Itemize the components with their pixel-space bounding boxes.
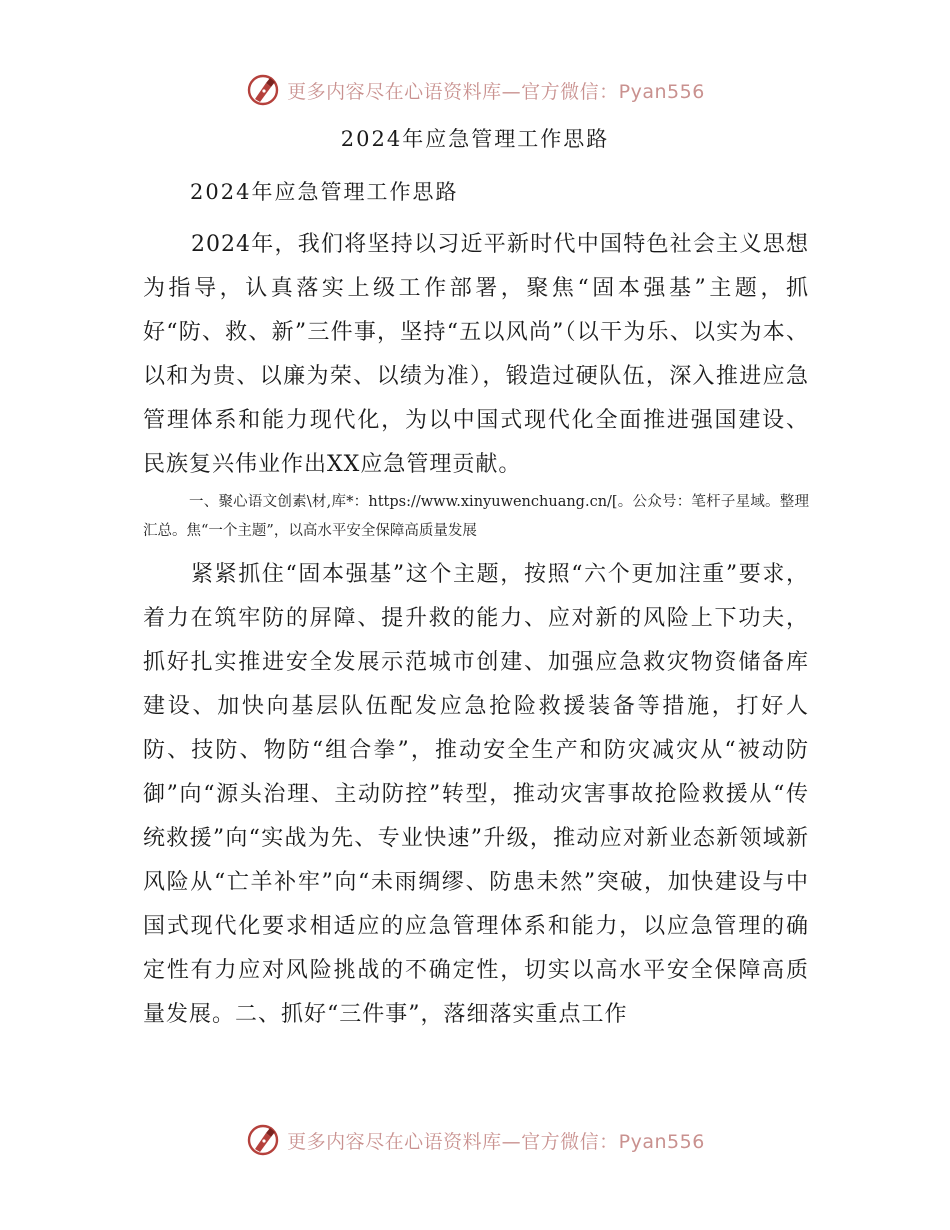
section-heading-note: 一、聚心语文创素\材,库*：https://www.xinyuwenchuang.cn/[。公众号：笔杆子星域。整理汇总。焦“一个主题”，以高水平安全保障高质量发展: [143, 494, 809, 539]
header-watermark-banner: [0, 68, 950, 112]
document-subtitle: 2024年应急管理工作思路: [190, 180, 459, 204]
pen-nib-logo-icon: [245, 72, 281, 108]
banner-text: 更多内容尽在心语资料库—官方微信：Pyan556: [287, 1130, 705, 1153]
document-title: 2024年应急管理工作思路: [340, 127, 610, 151]
paragraph-main: 紧紧抓住“固本强基”这个主题，按照“六个更加注重”要求，着力在筑牢防的屏障、提升救的能力、应对新的风险上下功夫，抓好扎实推进安全发展示范城市创建、加强应急救灾物资储备库建设、加快向基层队伍配发应急抢险救援装备等措施，打好人防、技防、物防“组合拳”，推动安全生产和防灾减灾从“被动防御”向“源头治理、主动防控”转型，推动灾害事故抢险救援从“传统救援”向“实战为先、专业快速”升级，推动应对新业态新领域新风险从“亡羊补牢”向“未雨绸缪、防患未然”突破，加快建设与中国式现代化要求相适应的应急管理体系和能力，以应急管理的确定性有力应对风险挑战的不确定性，切实以高水平安全保障高质量发展。二、抓好“三件事”，落细落实重点工作: [143, 562, 809, 1027]
banner-text: 更多内容尽在心语资料库—官方微信：Pyan556: [287, 80, 705, 103]
pen-nib-logo-icon: [245, 1122, 281, 1158]
footer-watermark-banner: [0, 1118, 950, 1162]
paragraph-intro: 2024年，我们将坚持以习近平新时代中国特色社会主义思想为指导，认真落实上级工作部署，聚焦“固本强基”主题，抓好“防、救、新”三件事，坚持“五以风尚”（以干为乐、以实为本、以和为贵、以廉为荣、以绩为准），锻造过硬队伍，深入推进应急管理体系和能力现代化，为以中国式现代化全面推进强国建设、民族复兴伟业作出XX应急管理贡献。: [143, 232, 809, 477]
